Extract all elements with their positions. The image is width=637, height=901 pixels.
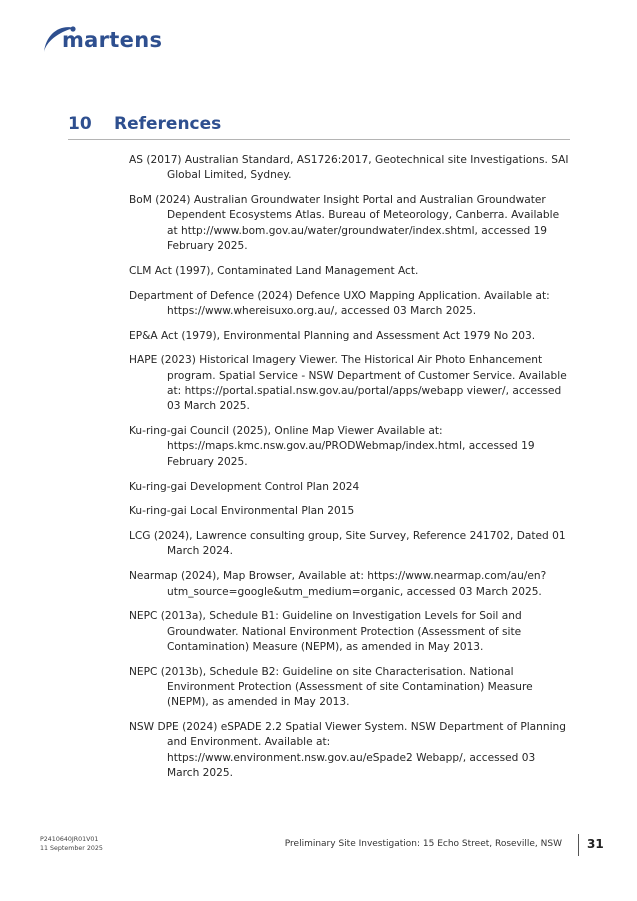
page-number: 31 — [587, 837, 604, 851]
footer-divider — [578, 834, 579, 856]
section-number: 10 — [68, 114, 92, 134]
section-heading — [68, 114, 570, 140]
footer-title: Preliminary Site Investigation: 15 Echo Street, Roseville, NSW — [284, 839, 562, 849]
reference-item: NSW DPE (2024) eSPADE 2.2 Spatial Viewer System. NSW Department of Planning and Environment. Available at: https://www.environment.nsw.gov.au/eSpade2 Webapp/, accessed 03 March 2025. — [129, 721, 566, 779]
reference-list — [129, 153, 569, 791]
reference-item: NEPC (2013b), Schedule B2: Guideline on site Characterisation. National Environment Protection (Assessment of site Contamination) Measure (NEPM), as amended in May 2013. — [129, 665, 533, 709]
logo-text: martens — [62, 28, 163, 52]
reference-item: LCG (2024), Lawrence consulting group, Site Survey, Reference 241702, Dated 01 March 2024. — [129, 530, 566, 558]
reference-item: Department of Defence (2024) Defence UXO Mapping Application. Available at: https://www.whereisuxo.org.au/, accessed 03 March 2025. — [129, 289, 550, 317]
reference-item: Ku-ring-gai Development Control Plan 2024 — [129, 480, 360, 493]
reference-item: Ku-ring-gai Council (2025), Online Map Viewer Available at: https://maps.kmc.nsw.gov.au/PRODWebmap/index.html, accessed 19 February 2025. — [129, 425, 535, 468]
footer-document-info — [40, 836, 103, 853]
footer-reference: P2410640JR01V01 — [40, 836, 99, 843]
reference-item: HAPE (2023) Historical Imagery Viewer. The Historical Air Photo Enhancement program. Spatial Service - NSW Department of Customer Service. Available at: https://portal.spatial.nsw.gov.au/portal/apps/webapp viewer/, accessed 03 March 2025. — [129, 354, 567, 413]
reference-item: Ku-ring-gai Local Environmental Plan 2015 — [129, 505, 355, 518]
reference-item: EP&A Act (1979), Environmental Planning and Assessment Act 1979 No 203. — [129, 329, 536, 342]
reference-item: CLM Act (1997), Contaminated Land Management Act. — [129, 264, 419, 277]
reference-item: BoM (2024) Australian Groundwater Insight Portal and Australian Groundwater Dependent Ecosystems Atlas. Bureau of Meteorology, Canberra. Available at http://www.bom.gov.au/water/groundwater/index.shtml, accessed 19 February 2025. — [129, 194, 560, 252]
section-title: References — [114, 114, 222, 134]
footer-date: 11 September 2025 — [40, 844, 103, 852]
reference-item: Nearmap (2024), Map Browser, Available at: https://www.nearmap.com/au/en?utm_source=google&utm_medium=organic, accessed 03 March 2025. — [129, 570, 547, 598]
reference-item: NEPC (2013a), Schedule B1: Guideline on Investigation Levels for Soil and Groundwater. National Environment Protection (Assessment of site Contamination) Measure (NEPM), as amended in May 2013. — [129, 610, 522, 653]
reference-item: AS (2017) Australian Standard, AS1726:2017, Geotechnical site Investigations. SAI Global Limited, Sydney. — [129, 154, 569, 182]
